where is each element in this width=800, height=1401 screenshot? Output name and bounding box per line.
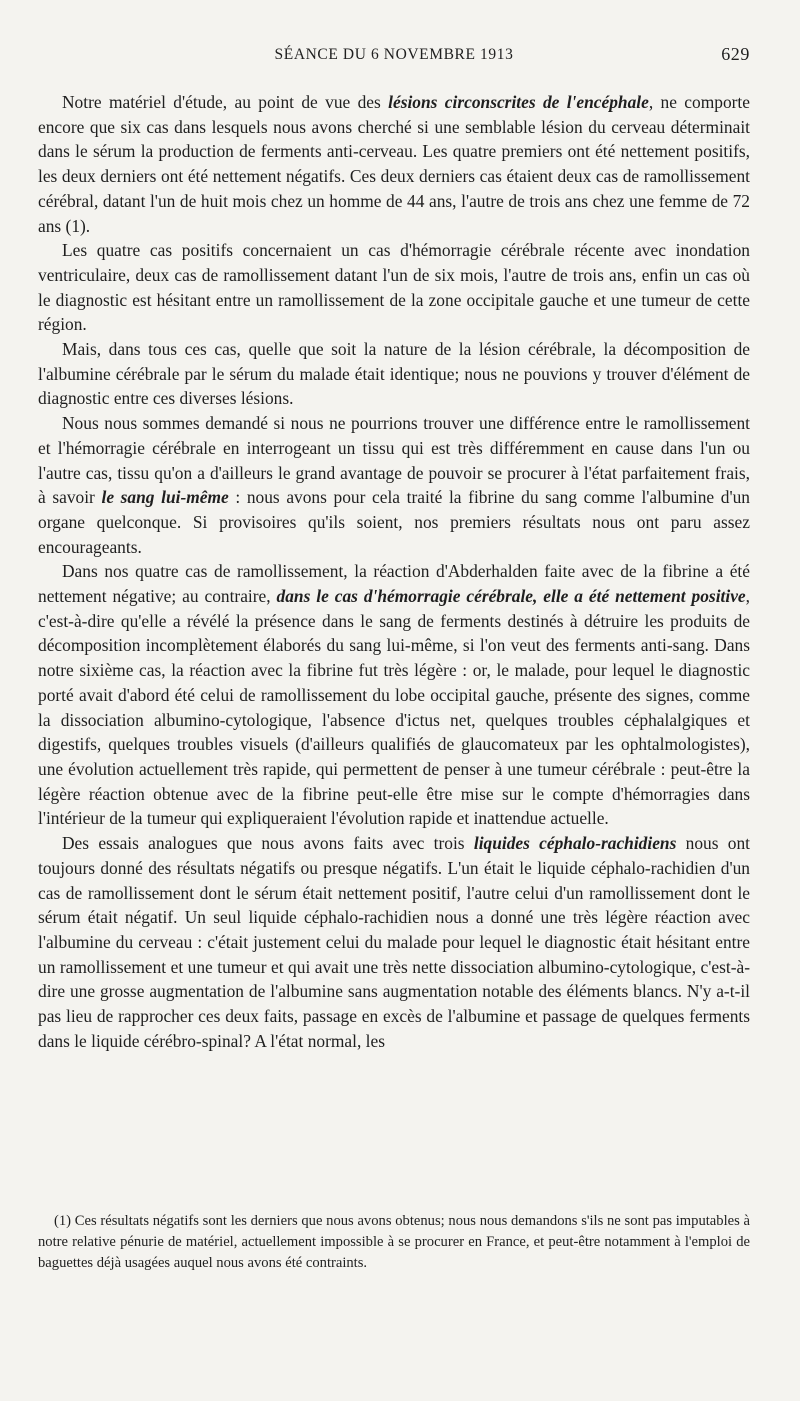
running-head (38, 44, 750, 74)
footnote (38, 1211, 750, 1275)
text-run: Les quatre cas positifs concernaient un cas d'hémorragie cérébrale récente avec inondation ventriculaire, deux cas de ramollissement datant l'un de six mois, l'autre de trois ans, enfin un cas où le diagnostic est hésitant entre un ramollissement de la zone occipitale gauche et une tumeur de cette région. (38, 240, 750, 335)
text-run: , c'est-à-dire qu'elle a révélé la présence dans le sang de ferments destinés à détruire les produits de décomposition incomplètement élaborés du sang lui-même, si l'on veut des ferments anti-sang. Dans notre sixième cas, la réaction avec la fibrine fut très légère : or, le malade, pour lequel le diagnostic porté avait d'abord été celui de ramollissement du lobe occipital gauche, présente des signes, comme la dissociation albumino-cytologique, l'absence d'ictus net, quelques troubles céphalalgiques et digestifs, quelques troubles visuels (d'ailleurs qualifiés de glaucomateux par les ophtalmologistes), une évolution actuellement très rapide, qui permettent de penser à une tumeur cérébrale : peut-être la légère réaction obtenue avec de la fibrine peut-elle être mise sur le compte d'hémorragies dans l'intérieur de la tumeur qui expliqueraient l'évolution rapide et inattendue actuelle. (38, 586, 750, 829)
text-run: nous ont toujours donné des résultats négatifs ou presque négatifs. L'un était le liquide céphalo-rachidien d'un cas de ramollissement dont le sérum était nettement positif, l'autre celui d'un ramollissement dont le sérum était négatif. Un seul liquide céphalo-rachidien nous a donné une très légère réaction avec l'albumine du cerveau : c'était justement celui du malade pour lequel le diagnostic était hésitant entre un ramollissement et une tumeur et qui avait une très nette dissociation albumino-cytologique, c'est-à-dire une grosse augmentation de l'albumine sans augmentation notable des éléments blancs. N'y a-t-il pas lieu de rapprocher ces deux faits, passage en excès de l'albumine et passage de quelques ferments dans le liquide cérébro-spinal? A l'état normal, les (38, 833, 750, 1051)
paragraph (38, 90, 750, 238)
text-run: Des essais analogues que nous avons faits avec trois (62, 833, 474, 854)
italic-run: liquides céphalo-rachidiens (473, 833, 677, 854)
paragraph (38, 411, 750, 559)
paragraph (38, 238, 750, 337)
text-run: : nous avons pour cela traité la fibrine du sang comme l'albumine d'un organe quelconque. Si provisoires qu'ils soient, nos premiers résultats nous ont paru assez encourageants. (38, 487, 750, 557)
italic-run: dans le cas d'hémorragie cérébrale, elle a été nettement positive (276, 586, 746, 607)
paragraph (38, 337, 750, 411)
text-run: , ne comporte encore que six cas dans lesquels nous avons cherché si une semblable lésion du cerveau déterminait dans le sérum la production de ferments anti-cerveau. Les quatre premiers ont été nettement positifs, les deux derniers ont été nettement négatifs. Ces deux derniers cas étaient deux cas de ramollissement cérébral, datant l'un de huit mois chez un homme de 44 ans, l'autre de trois ans chez une femme de 72 ans (1). (38, 92, 750, 236)
italic-run: lésions circonscrites de l'encéphale (388, 92, 649, 112)
text-run: Mais, dans tous ces cas, quelle que soit la nature de la lésion cérébrale, la décomposition de l'albumine cérébrale par le sérum du malade était identique; nous ne pouvions y trouver d'élément de diagnostic entre ces diverses lésions. (38, 339, 750, 409)
body-text (38, 90, 750, 1053)
page-number: 629 (721, 44, 750, 64)
paragraph (38, 831, 750, 1053)
footnote-text: (1) Ces résultats négatifs sont les derniers que nous avons obtenus; nous nous demandons s'ils ne sont pas imputables à notre relative pénurie de matériel, actuellement impossible à se procurer en France, et peut-être notamment à l'emploi de baguettes déjà usagées auquel nous avons été contraints. (38, 1213, 750, 1272)
text-run: Notre matériel d'étude, au point de vue des (62, 92, 389, 112)
running-title: SÉANCE DU 6 NOVEMBRE 1913 (274, 46, 514, 63)
text-run: Nous nous sommes demandé si nous ne pourrions trouver une différence entre le ramollissement et l'hémorragie cérébrale en interrogeant un tissu qui est très différemment en cause dans l'un ou l'autre cas, tissu qu'on a d'ailleurs le grand avantage de pouvoir se procurer à l'état parfaitement frais, à savoir (38, 413, 750, 508)
text-run: Dans nos quatre cas de ramollissement, la réaction d'Abderhalden faite avec de la fibrine a été nettement négative; au contraire, (38, 561, 750, 607)
paragraph (38, 559, 750, 831)
italic-run: le sang lui-même (101, 487, 229, 508)
